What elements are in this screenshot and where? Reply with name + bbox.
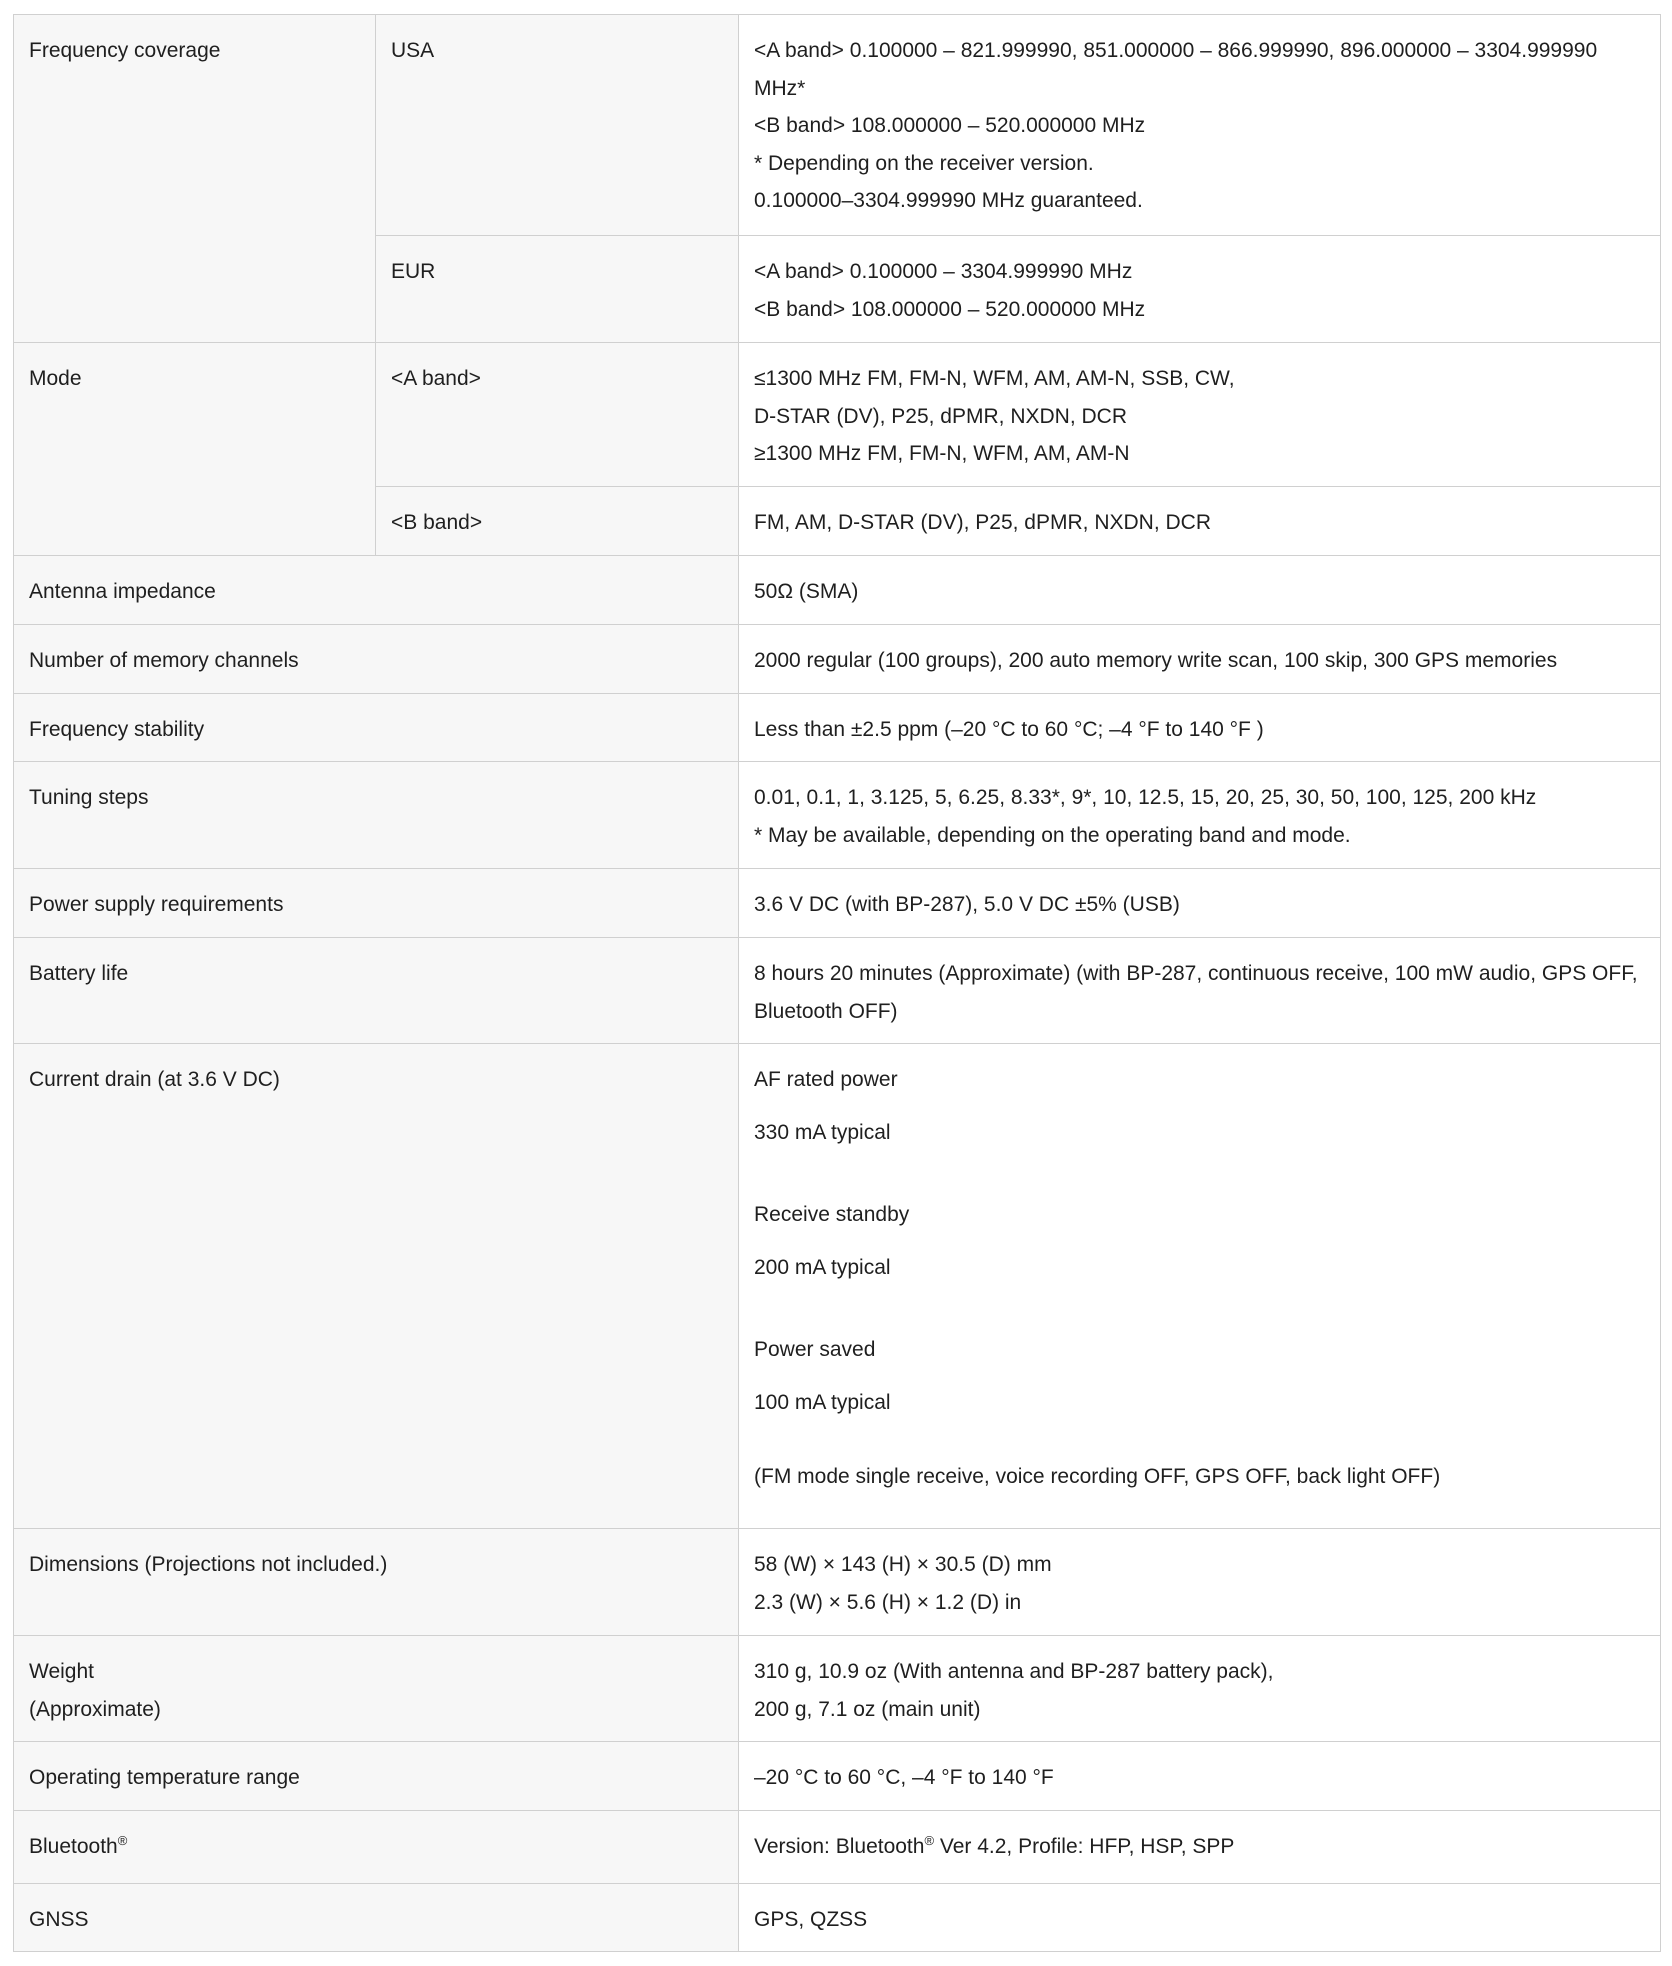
table-row [14,938,1661,1044]
spacer [754,1151,1645,1196]
table-row [14,1636,1661,1742]
row-value: –20 °C to 60 °C, –4 °F to 140 °F [739,1742,1661,1811]
spacer [754,1421,1645,1458]
table-row [14,1529,1661,1636]
row-label: Operating temperature range [14,1742,739,1811]
row-value: Version: Bluetooth® Ver 4.2, Profile: HFP, HSP, SPP [739,1811,1661,1884]
registered-mark: ® [924,1833,935,1848]
table-row [14,556,1661,625]
row-value: Less than ±2.5 ppm (–20 °C to 60 °C; –4 °F to 140 °F ) [739,694,1661,762]
row-label: Frequency stability [14,694,739,762]
table-row [14,762,1661,869]
table-row [14,1742,1661,1811]
row-label: Dimensions (Projections not included.) [14,1529,739,1636]
row-label: Power supply requirements [14,869,739,938]
row-value: AF rated power 330 mA typical Receive standby 200 mA typical Power saved 100 mA typical (FM mode single receive, voice recording OFF, GPS OFF, back light OFF) [739,1044,1661,1529]
row-label: Bluetooth® [14,1811,739,1884]
spacer [754,1286,1645,1331]
row-value: 3.6 V DC (with BP-287), 5.0 V DC ±5% (USB) [739,869,1661,938]
row-value: 58 (W) × 143 (H) × 30.5 (D) mm 2.3 (W) × 5.6 (H) × 1.2 (D) in [739,1529,1661,1636]
row-label: Mode [14,343,376,556]
row-value: <A band> 0.100000 – 3304.999990 MHz <B band> 108.000000 – 520.000000 MHz [739,236,1661,343]
row-label: Frequency coverage [14,15,376,343]
row-value: FM, AM, D-STAR (DV), P25, dPMR, NXDN, DCR [739,487,1661,556]
table-row [14,15,1661,236]
row-label: Current drain (at 3.6 V DC) [14,1044,739,1529]
row-label: Battery life [14,938,739,1044]
region-label: EUR [376,236,739,343]
row-label: Number of memory channels [14,625,739,694]
table-row [14,343,1661,487]
row-value: 0.01, 0.1, 1, 3.125, 5, 6.25, 8.33*, 9*, 10, 12.5, 15, 20, 25, 30, 50, 100, 125, 200 kHz * May be available, depending on the operating band and mode. [739,762,1661,869]
band-label: <B band> [376,487,739,556]
band-label: <A band> [376,343,739,487]
row-value: 8 hours 20 minutes (Approximate) (with BP-287, continuous receive, 100 mW audio, GPS OFF, Bluetooth OFF) [739,938,1661,1044]
row-value: 2000 regular (100 groups), 200 auto memory write scan, 100 skip, 300 GPS memories [739,625,1661,694]
row-value: 310 g, 10.9 oz (With antenna and BP-287 battery pack), 200 g, 7.1 oz (main unit) [739,1636,1661,1742]
specifications-table [13,14,1661,1952]
table-row [14,625,1661,694]
row-label: GNSS [14,1884,739,1952]
table-row [14,1044,1661,1529]
region-label: USA [376,15,739,236]
table-row [14,694,1661,762]
row-value: 50Ω (SMA) [739,556,1661,625]
row-label: Tuning steps [14,762,739,869]
table-row [14,869,1661,938]
row-value: GPS, QZSS [739,1884,1661,1952]
registered-mark: ® [117,1833,128,1848]
row-label: Weight (Approximate) [14,1636,739,1742]
row-label: Antenna impedance [14,556,739,625]
table-row [14,1884,1661,1952]
table-row [14,1811,1661,1884]
row-value: ≤1300 MHz FM, FM-N, WFM, AM, AM-N, SSB, CW, D-STAR (DV), P25, dPMR, NXDN, DCR ≥1300 MHz FM, FM-N, WFM, AM, AM-N [739,343,1661,487]
row-value: <A band> 0.100000 – 821.999990, 851.000000 – 866.999990, 896.000000 – 3304.999990 MHz* <B band> 108.000000 – 520.000000 MHz * Depending on the receiver version. 0.100000–3304.999990 MHz guaranteed. [739,15,1661,236]
